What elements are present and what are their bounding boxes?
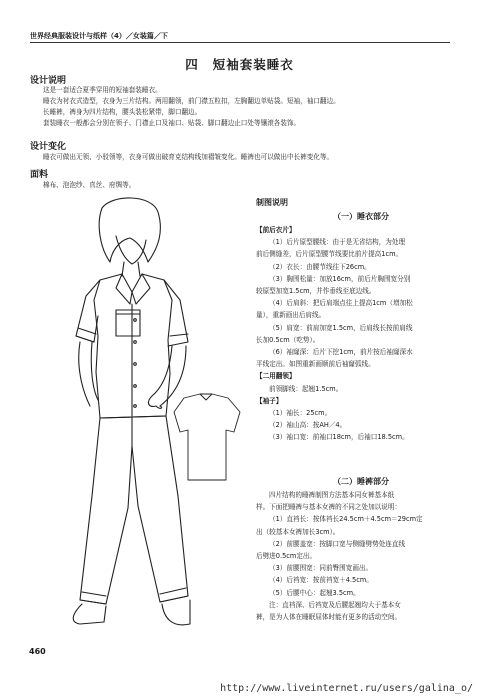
drafting-line: （4）后肩斜：把后肩端点往上提高1cm（增加松 bbox=[269, 299, 413, 308]
running-header: 世界经典服装设计与纸样（4）／女装篇／下 bbox=[30, 32, 168, 40]
design-heading: 设计说明 bbox=[30, 76, 67, 86]
fabric-line: 棉布、泡泡纱、真丝、府绸等。 bbox=[43, 181, 136, 189]
drafting-line: （2）前腰盖宽：按脚口宽与侧缝劈势处连直线 bbox=[269, 539, 406, 548]
drafting-line: 长加0.5cm（吃势）。 bbox=[256, 335, 320, 344]
title-number: 四 bbox=[185, 57, 199, 72]
drafting-line: 【袖子】 bbox=[256, 396, 283, 405]
drafting-line: 【二用翻领】 bbox=[256, 372, 296, 381]
drafting-line: 四片结构的睡裤制图方法基本同女裤基本纸 bbox=[269, 491, 395, 499]
drafting-line: （1）袖长：25cm。 bbox=[269, 409, 332, 418]
drafting-line: 注：直裆深、后裆宽及后腰起翘均大于基本女 bbox=[269, 600, 401, 609]
drafting-line: （6）袖窿深：后片下挖1cm，前片按后袖窿深水 bbox=[269, 348, 413, 357]
drafting-line: （1）直裆长：按体裆长24.5cm＋4.5cm＝29cm定 bbox=[269, 515, 423, 524]
drafting-line: （3）胸围松量：加放16cm，前后片胸围宽分别 bbox=[269, 274, 411, 283]
fabric-heading: 面料 bbox=[30, 170, 49, 180]
drafting-line: 【前后衣片】 bbox=[256, 226, 296, 234]
design-line: 睡衣为衬衣式造型，衣身为三片结构。两用翻领，前门襟五粒扣，左胸翻边单贴袋。短袖，袖口翻边。 bbox=[43, 97, 340, 105]
variation-heading: 设计变化 bbox=[30, 142, 67, 152]
drafting-line: 量），重新画出后肩线。 bbox=[256, 311, 326, 320]
watermark-url: http://www.liveinternet.ru/users/galina_o/ bbox=[220, 683, 473, 694]
part2-body bbox=[256, 489, 468, 623]
drafting-line: 较原型加宽1.5cm，并作垂线至底边线。 bbox=[256, 287, 376, 296]
drafting-line: 裤，是为人体在睡眠屈体时能有更多的活动空间。 bbox=[256, 613, 402, 622]
drafting-line: 出（较基本女裤加长3cm）。 bbox=[256, 527, 340, 536]
drafting-line: （5）肩宽：前肩加宽1.5cm，后肩线长按前肩线 bbox=[269, 323, 413, 332]
variation-line: 睡衣可做出无领、小驳领等，衣身可做出破育克结构线加褶皱变化。睡裤也可以做出中长裤变化等。 bbox=[43, 153, 334, 161]
drafting-line: （3）袖口宽：前袖口18cm，后袖口18.5cm。 bbox=[269, 433, 409, 442]
drafting-line: （5）后腰中心：起翘3.5cm。 bbox=[269, 588, 360, 597]
part1-title: （一）睡衣部分 bbox=[333, 212, 389, 221]
drafting-line: （1）后片原型腰线：由于是无省结构，为处理 bbox=[269, 238, 406, 247]
drafting-line: 后劈进0.5cm定出。 bbox=[256, 552, 317, 561]
drafting-line: （2）袖山高：按AH／4。 bbox=[269, 421, 347, 430]
header-rule bbox=[30, 42, 450, 43]
drafting-heading: 制图说明 bbox=[256, 198, 288, 207]
drafting-line: （4）后裆宽：按前裆宽＋4.5cm。 bbox=[269, 576, 373, 585]
design-line: 这是一套适合夏季穿用的短袖套装睡衣。 bbox=[43, 86, 162, 94]
title-text: 短袖套装睡衣 bbox=[212, 57, 294, 72]
page-number: 460 bbox=[29, 647, 46, 656]
design-line: 套装睡衣一般都会分别在领子、门襟止口及袖口、贴袋、脚口翻边止口处等镶滚各装饰。 bbox=[43, 119, 301, 127]
drafting-line: （3）前腰围宽：同前臀围宽画出。 bbox=[269, 564, 373, 573]
drafting-line: 前领脚线：起翘1.5cm。 bbox=[269, 384, 343, 393]
drafting-line: 平线定出。如图重新画顺前后袖窿弧线。 bbox=[256, 360, 375, 369]
part2-title: （二）睡裤部分 bbox=[333, 477, 389, 486]
drafting-line: （2）衣长：由腰节线往下26cm。 bbox=[269, 262, 371, 271]
drafting-line: 样。下面把睡裤与基本女裤的不同之处加以说明： bbox=[256, 503, 402, 512]
design-line: 长睡裤，裤身为四片结构，腰头装松紧带，脚口翻边。 bbox=[43, 108, 202, 116]
part1-body bbox=[256, 224, 468, 444]
design-body bbox=[30, 85, 340, 129]
pajama-illustration bbox=[40, 196, 255, 636]
page-title bbox=[0, 55, 479, 73]
drafting-line: 前后侧缝差，后片原型腰节线要比前片提高1cm。 bbox=[256, 250, 403, 259]
